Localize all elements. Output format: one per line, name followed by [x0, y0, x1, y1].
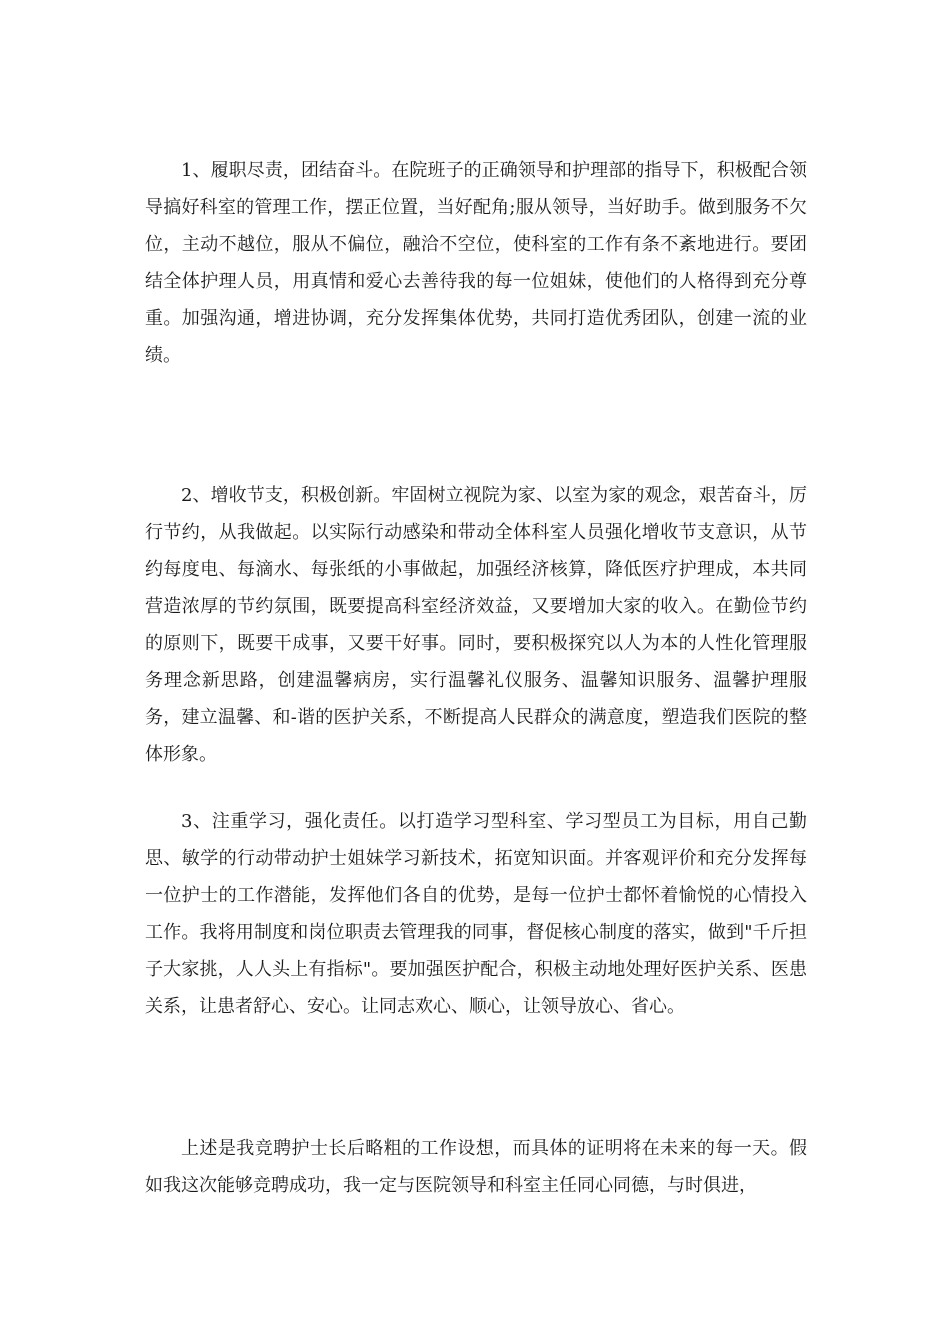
paragraph-4-conclusion: 上述是我竞聘护士长后略粗的工作设想，而具体的证明将在未来的每一天。假如我这次能够竞聘成功，我一定与医院领导和科室主任同心同德，与时俱进，	[145, 1138, 807, 1196]
paragraph-2-savings: 2、增收节支，积极创新。牢固树立视院为家、以室为家的观念，艰苦奋斗，厉行节约，从我做起。以实际行动感染和带动全体科室人员强化增收节支意识，从节约每度电、每滴水、每张纸的小事做起，加强经济核算，降低医疗护理成，本共同营造浓厚的节约氛围，既要提高科室经济效益，又要增加大家的收入。在勤俭节约的原则下，既要干成事，又要干好事。同时，要积极探究以人为本的人性化管理服务理念新思路，创建温馨病房，实行温馨礼仪服务、温馨知识服务、温馨护理服务，建立温馨、和-谐的医护关系，不断提高人民群众的满意度，塑造我们医院的整体形象。	[145, 485, 807, 765]
paragraph-3-learning: 3、注重学习，强化责任。以打造学习型科室、学习型员工为目标，用自己勤思、敏学的行动带动护士姐妹学习新技术，拓宽知识面。并客观评价和充分发挥每一位护士的工作潜能，发挥他们各自的优势，是每一位护士都怀着愉悦的心情投入工作。我将用制度和岗位职责去管理我的同事，督促核心制度的落实，做到"千斤担子大家挑，人人头上有指标"。要加强医护配合，积极主动地处理好医护关系、医患关系，让患者舒心、安心。让同志欢心、顺心，让领导放心、省心。	[145, 811, 807, 1017]
paragraph-1-duty: 1、履职尽责，团结奋斗。在院班子的正确领导和护理部的指导下，积极配合领导搞好科室的管理工作，摆正位置，当好配角;服从领导，当好助手。做到服务不欠位，主动不越位，服从不偏位，融洽不空位，使科室的工作有条不紊地进行。要团结全体护理人员，用真情和爱心去善待我的每一位姐妹，使他们的人格得到充分尊重。加强沟通，增进协调，充分发挥集体优势，共同打造优秀团队，创建一流的业绩。	[145, 160, 807, 366]
